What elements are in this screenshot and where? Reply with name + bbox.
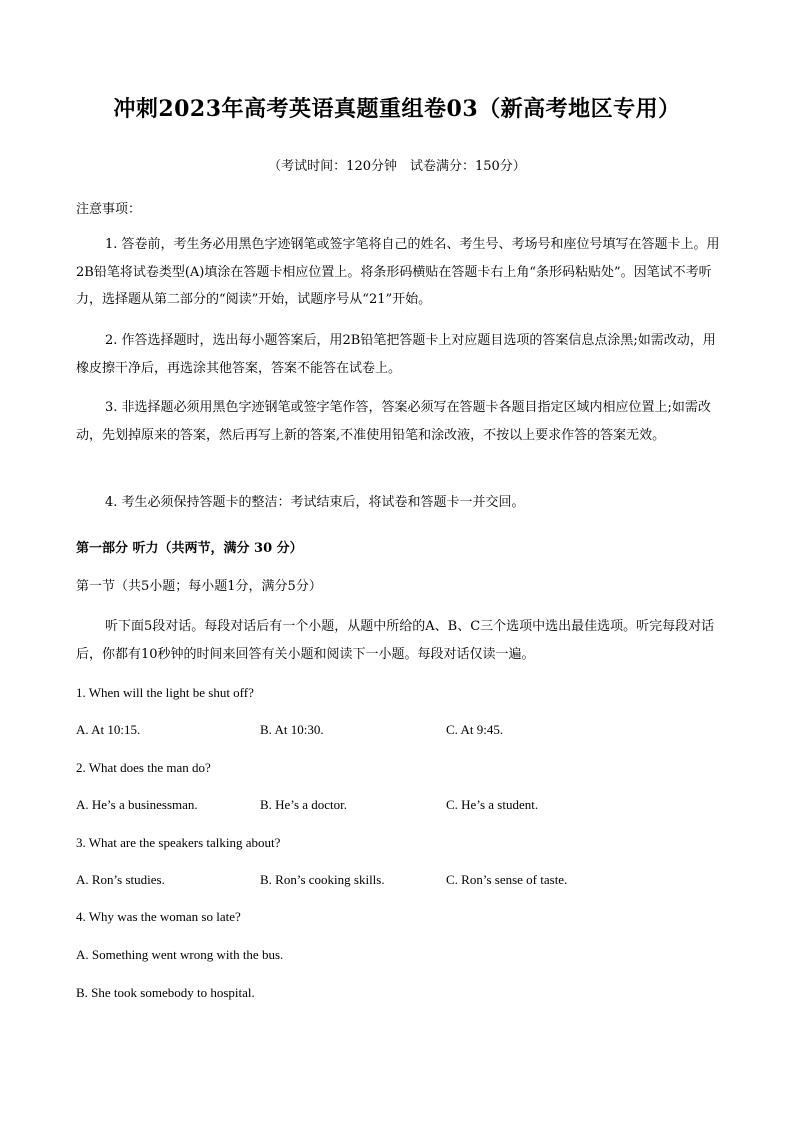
question-stem: 3. What are the speakers talking about? — [76, 835, 281, 850]
question-stem: 1. When will the light be shut off? — [76, 685, 254, 700]
section-heading: 第一节（共5小题；每小题1分，满分5分） — [76, 579, 322, 594]
option-a: A. Something went wrong with the bus. — [76, 947, 284, 962]
notice-item: 2. 作答选择题时，选出每小题答案后，用2B铅笔把答题卡上对应题目选项的答案信息点涂黑;如需改动，用橡皮擦干净后，再选涂其他答案，答案不能答在试卷上。 — [76, 333, 716, 376]
page-title: 冲刺2023年高考英语真题重组卷03（新高考地区专用） — [113, 96, 681, 122]
question-stem: 2. What does the man do? — [76, 760, 211, 775]
option-b: B. She took somebody to hospital. — [76, 985, 255, 1000]
notice-item: 4. 考生必须保持答题卡的整洁：考试结束后，将试卷和答题卡一并交回。 — [105, 495, 525, 510]
notice-heading: 注意事项： — [76, 202, 142, 217]
option-b: B. At 10:30. — [260, 722, 324, 737]
option-c: C. He’s a student. — [446, 797, 539, 812]
exam-info: （考试时间：120分钟 试卷满分：150分） — [268, 159, 526, 174]
option-a: A. He’s a businessman. — [76, 797, 198, 812]
option-a: A. At 10:15. — [76, 722, 141, 737]
option-b: B. Ron’s cooking skills. — [260, 872, 385, 887]
notice-item: 3. 非选择题必须用黑色字迹钢笔或签字笔作答，答案必须写在答题卡各题目指定区域内相应位置上;如需改动，先划掉原来的答案，然后再写上新的答案,不准使用铅笔和涂改液，不按以上要求作答的答案无效。 — [76, 400, 711, 443]
section-instructions: 听下面5段对话。每段对话后有一个小题，从题中所给的A、B、C三个选项中选出最佳选项。听完每段对话后，你都有10秒钟的时间来回答有关小题和阅读下一小题。每段对话仅读一遍。 — [76, 619, 715, 662]
question-stem: 4. Why was the woman so late? — [76, 909, 241, 924]
part-heading: 第一部分 听力（共两节，满分 30 分） — [76, 541, 303, 556]
notice-item: 1. 答卷前，考生务必用黑色字迹钢笔或签字笔将自己的姓名、考生号、考场号和座位号填写在答题卡上。用2B铅笔将试卷类型(A)填涂在答题卡相应位置上。将条形码横贴在答题卡右上角“条形码粘贴处”。因笔试不考听力，选择题从第二部分的“阅读”开始，试题序号从“21”开始。 — [76, 237, 720, 307]
option-c: C. Ron’s sense of taste. — [446, 872, 568, 887]
option-b: B. He’s a doctor. — [260, 797, 348, 812]
option-c: C. At 9:45. — [446, 722, 504, 737]
option-a: A. Ron’s studies. — [76, 872, 165, 887]
